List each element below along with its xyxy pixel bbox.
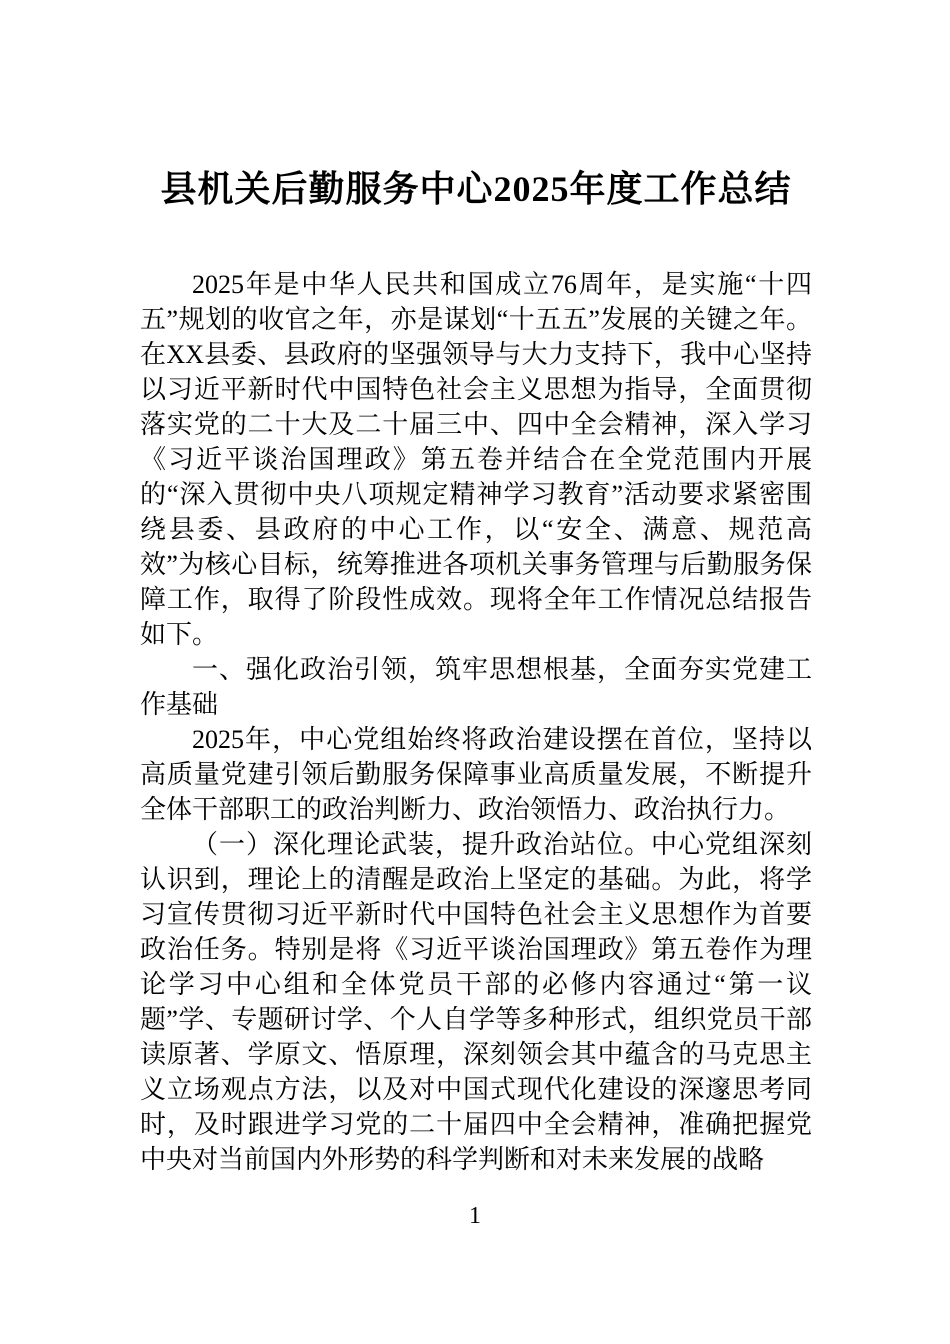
- paragraph-intro: 2025年是中华人民共和国成立76周年，是实施“十四五”规划的收官之年，亦是谋划“十五五”发展的关键之年。在XX县委、县政府的坚强领导与大力支持下，我中心坚持以习近平新时代中国特色社会主义思想为指导，全面贯彻落实党的二十大及二十届三中、四中全会精神，深入学习《习近平谈治国理政》第五卷并结合在全党范围内开展的“深入贯彻中央八项规定精神学习教育”活动要求紧密围绕县委、县政府的中心工作，以“安全、满意、规范高效”为核心目标，统筹推进各项机关事务管理与后勤服务保障工作，取得了阶段性成效。现将全年工作情况总结报告如下。: [140, 269, 812, 649]
- section-heading-1: 一、强化政治引领，筑牢思想根基，全面夯实党建工作基础: [140, 654, 812, 719]
- paragraph-subsection-1-1: （一）深化理论武装，提升政治站位。中心党组深刻认识到，理论上的清醒是政治上坚定的基础。为此，将学习宣传贯彻习近平新时代中国特色社会主义思想作为首要政治任务。特别是将《习近平谈治国理政》第五卷作为理论学习中心组和全体党员干部的必修内容通过“第一议题”学、专题研讨学、个人自学等多种形式，组织党员干部读原著、学原文、悟原理，深刻领会其中蕴含的马克思主义立场观点方法，以及对中国式现代化建设的深邃思考同时，及时跟进学习党的二十届四中全会精神，准确把握党中央对当前国内外形势的科学判断和对未来发展的战略: [140, 829, 812, 1174]
- document-title: 县机关后勤服务中心2025年度工作总结: [160, 169, 792, 209]
- page-number: 1: [469, 1203, 481, 1229]
- paragraph-section-1-intro: 2025年，中心党组始终将政治建设摆在首位，坚持以高质量党建引领后勤服务保障事业高质量发展，不断提升全体干部职工的政治判断力、政治领悟力、政治执行力。: [140, 724, 812, 824]
